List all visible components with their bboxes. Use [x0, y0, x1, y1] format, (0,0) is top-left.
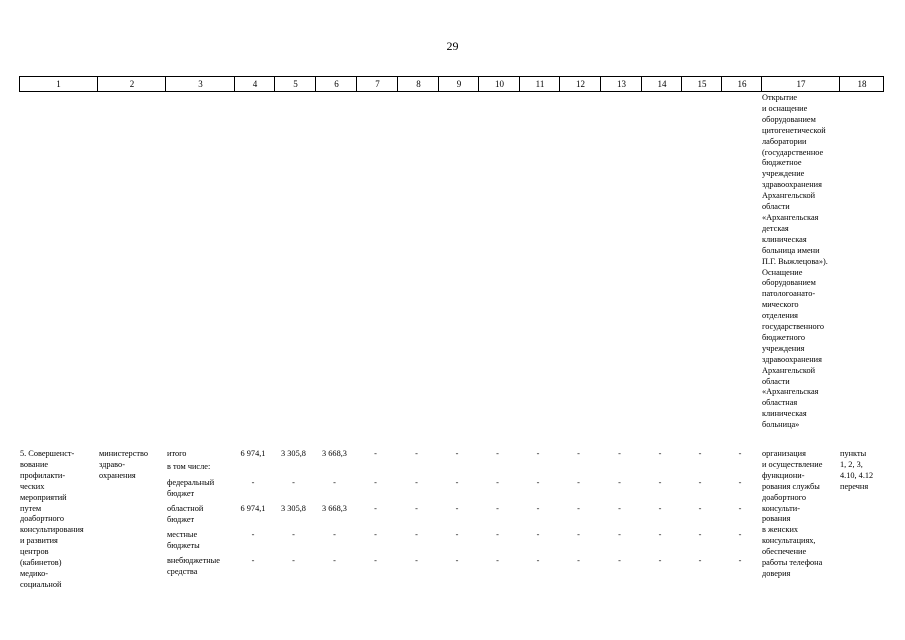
funding-value-col6: -	[333, 556, 336, 565]
funding-dash-col8: -	[415, 504, 418, 513]
funding-value-col4: -	[251, 530, 255, 539]
funding-dash-col12: -	[577, 556, 580, 565]
funding-dash-col16: -	[738, 449, 742, 458]
funding-dash-col8: -	[415, 556, 418, 565]
funding-dash-col12: -	[577, 530, 580, 539]
funding-value-col5: -	[292, 478, 295, 487]
funding-source-label: внебюджетные средства	[167, 556, 220, 576]
funding-dash-col14: -	[658, 478, 662, 487]
funding-dash-col14: -	[658, 449, 662, 458]
prev-row-col17-text: Открытие и оснащение оборудованием цитогенетической лаборатории (государственное бюджетное учреждение здравоохранения Архангельской области «Архангельская детская клиническая больница имени П.Г. Выжлецова»). Оснащение оборудованием патологоанато- мического отделения государственного бюджетного учреждения здравоохранения Архангельской области «Архангельская областная клиническая больница»	[762, 93, 828, 430]
funding-dash-col14: -	[658, 556, 662, 565]
page-number: 29	[446, 39, 459, 53]
funding-value-col4: -	[251, 556, 255, 565]
funding-dash-col11: -	[536, 530, 540, 539]
funding-dash-col12: -	[577, 449, 580, 458]
header-col-17: 17	[761, 77, 840, 91]
header-col-13: 13	[600, 77, 642, 91]
funding-dash-col11: -	[536, 478, 540, 487]
funding-value-col6: 3 668,3	[322, 504, 347, 513]
funding-source-label: в том числе:	[167, 462, 211, 471]
funding-dash-col10: -	[496, 504, 499, 513]
related-items: пункты 1, 2, 3, 4.10, 4.12 перечня	[840, 449, 874, 491]
funding-dash-col11: -	[536, 449, 540, 458]
header-col-1: 1	[56, 79, 61, 89]
funding-dash-col10: -	[496, 530, 499, 539]
funding-dash-col7: -	[374, 530, 377, 539]
funding-dash-col8: -	[415, 449, 418, 458]
header-col-4: 4	[234, 77, 275, 91]
funding-value-col4: -	[251, 478, 255, 487]
funding-dash-col9: -	[455, 556, 459, 565]
funding-dash-col15: -	[698, 504, 702, 513]
funding-value-col4: 6 974,1	[240, 449, 266, 458]
funding-value-col4: 6 974,1	[240, 504, 266, 513]
header-col-10: 10	[478, 77, 520, 91]
funding-dash-col8: -	[415, 530, 418, 539]
header-col-5: 5	[274, 77, 316, 91]
header-col-3: 3	[165, 77, 235, 91]
expected-result: организация и осуществление функциони- рования службы доабортного консульти- рования в женских консультациях, обеспечение работы телефона доверия	[762, 449, 823, 578]
funding-source-label: итого	[167, 449, 187, 458]
funding-dash-col14: -	[658, 530, 662, 539]
header-col-16: 16	[721, 77, 762, 91]
header-col-6: 6	[315, 77, 357, 91]
header-col-12: 12	[559, 77, 601, 91]
funding-value-col5: -	[292, 556, 295, 565]
funding-dash-col15: -	[698, 449, 702, 458]
funding-value-col6: 3 668,3	[322, 449, 347, 458]
header-col-18: 18	[839, 77, 884, 91]
funding-dash-col13: -	[618, 478, 621, 487]
header-col-8: 8	[397, 77, 439, 91]
funding-dash-col8: -	[415, 478, 418, 487]
funding-value-col5: -	[292, 530, 295, 539]
header-col-11: 11	[519, 77, 560, 91]
funding-dash-col11: -	[536, 504, 540, 513]
header-col-15: 15	[681, 77, 722, 91]
funding-dash-col16: -	[738, 504, 742, 513]
activity-name: 5. Совершенст- вование профилакти- ческих мероприятий путем доабортного консультирования и развития центров (кабинетов) медико- социальной	[20, 449, 84, 589]
funding-source-label: местные бюджеты	[167, 530, 200, 550]
funding-dash-col16: -	[738, 478, 742, 487]
funding-dash-col13: -	[618, 530, 621, 539]
funding-dash-col12: -	[577, 478, 580, 487]
header-col-7: 7	[356, 77, 398, 91]
responsible-executor: министерство здраво- охранения	[99, 449, 149, 480]
funding-dash-col7: -	[374, 478, 377, 487]
funding-dash-col9: -	[455, 504, 459, 513]
header-col-9: 9	[438, 77, 479, 91]
funding-source-label: федеральный бюджет	[167, 478, 215, 498]
table-header-row	[19, 76, 884, 92]
funding-value-col5: 3 305,8	[281, 504, 306, 513]
funding-dash-col10: -	[496, 478, 499, 487]
funding-dash-col15: -	[698, 478, 702, 487]
funding-dash-col9: -	[455, 478, 459, 487]
funding-dash-col12: -	[577, 504, 580, 513]
header-col-2: 2	[97, 77, 166, 91]
funding-value-col6: -	[333, 530, 336, 539]
funding-dash-col13: -	[618, 556, 621, 565]
funding-dash-col11: -	[536, 556, 540, 565]
funding-dash-col16: -	[738, 530, 742, 539]
funding-value-col6: -	[333, 478, 336, 487]
funding-dash-col13: -	[618, 504, 621, 513]
funding-dash-col10: -	[496, 449, 499, 458]
funding-dash-col14: -	[658, 504, 662, 513]
funding-dash-col13: -	[618, 449, 621, 458]
funding-dash-col15: -	[698, 530, 702, 539]
funding-dash-col7: -	[374, 449, 377, 458]
funding-dash-col15: -	[698, 556, 702, 565]
funding-dash-col9: -	[455, 530, 459, 539]
funding-dash-col7: -	[374, 556, 377, 565]
funding-source-label: областной бюджет	[167, 504, 204, 524]
funding-dash-col7: -	[374, 504, 377, 513]
header-col-14: 14	[641, 77, 682, 91]
funding-dash-col9: -	[455, 449, 459, 458]
funding-value-col5: 3 305,8	[281, 449, 306, 458]
funding-dash-col10: -	[496, 556, 499, 565]
funding-dash-col16: -	[738, 556, 742, 565]
